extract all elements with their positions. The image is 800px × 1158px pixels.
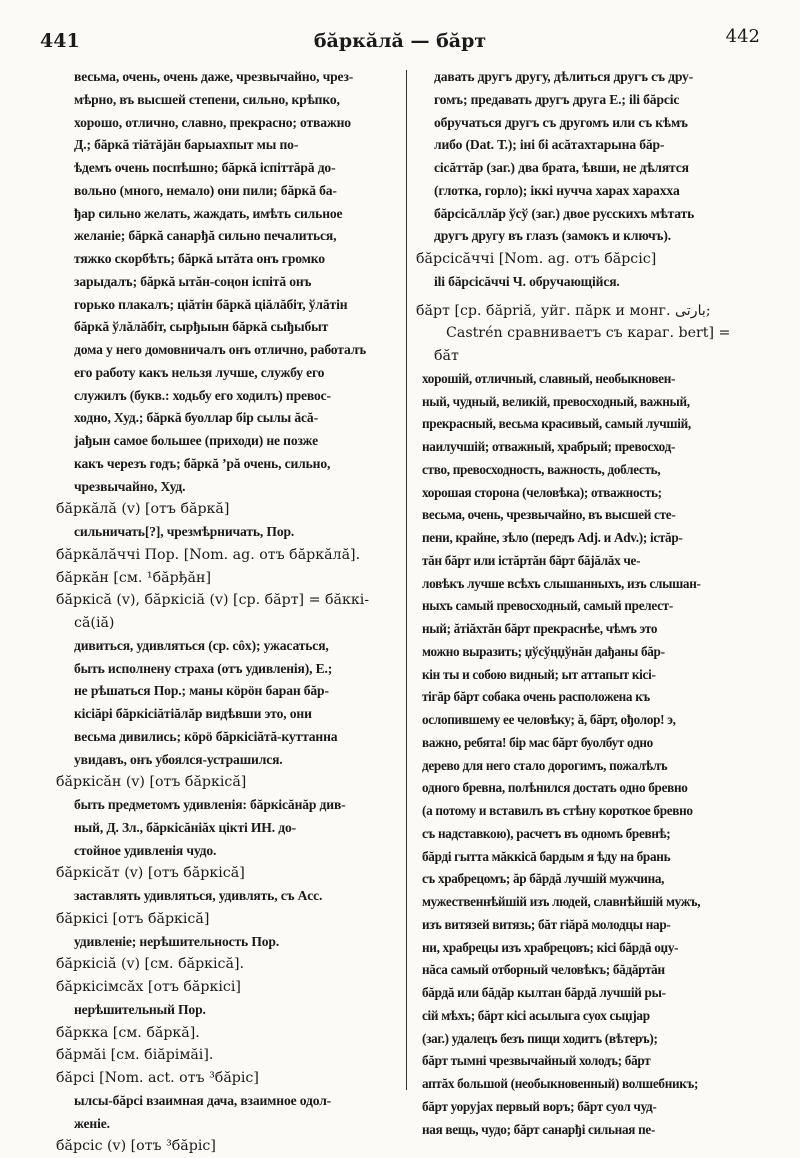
entry-text-line: ная вещь, чудо; бăрт санарђi сильная пе- <box>422 1121 656 1137</box>
entry-text-line: бăркă ўлăлăбіт, сырђыын бăркă сыђыбыт <box>74 319 329 335</box>
entry-text-line: обручаться другъ съ другомъ или съ кѣмъ <box>434 114 688 130</box>
column-divider <box>406 70 407 1090</box>
entry-text-line: его работу какъ нельзя лучше, службу его <box>74 364 325 380</box>
entry-text-line: увидавъ, онъ убоялся-устрашился. <box>74 751 283 767</box>
entry-text-line: другъ другу въ глазъ (замокъ и ключъ). <box>434 228 671 244</box>
entry-text-line: нăса самый отборный человѣкъ; бăдăртăн <box>422 962 665 978</box>
entry-text-line: весьма, очень, чрезвычайно, въ высшей сте- <box>422 507 676 523</box>
entry-text-line: ходно, Худ.; бăркă буоллар бір сылы ăсă- <box>74 410 318 426</box>
entry-text-line: ство, превосходность, важность, доблесть, <box>422 461 661 477</box>
entry-headword-line: бăркăлăччі Пор. [Nom. ag. отъ бăркăлă]. <box>56 546 361 563</box>
entry-headword-line: бăркісăт (v) [отъ бăркісă] <box>56 865 245 882</box>
page-number-left: 441 <box>40 30 80 52</box>
entry-text-line: (заг.) удалецъ безъ пищи ходитъ (вѣтеръ); <box>422 1030 658 1046</box>
entry-headword-line: бăркісіă (v) [см. бăркісă]. <box>56 956 245 973</box>
entry-text-line: чрезвычайно, Худ. <box>74 478 186 494</box>
page-number-right: 442 <box>725 26 760 47</box>
entry-text-line: дома у него домовничалъ онъ отлично, работалъ <box>74 342 366 357</box>
entry-text-line: ныхъ самый превосходный, самый прелест- <box>422 598 673 614</box>
entry-text-line: (глотка, горло); іккі нуччa харах хараххa <box>434 182 680 198</box>
running-title: бăркăлă — бăрт <box>313 30 487 52</box>
entry-text-line: желаніе; бăркă санарђă сильно печалиться, <box>74 228 337 244</box>
entry-text-line: давать другъ другу, дѣлиться другъ съ дру- <box>434 69 694 84</box>
entry-text-line: дивиться, удивляться (ср. сôх); ужасаться, <box>74 637 329 653</box>
entry-headword-line: Castrén сравниваетъ съ караг. bert] = <box>446 325 731 342</box>
entry-text-line: быть предметомъ удивленія: бăркісăнăр див- <box>74 797 346 812</box>
entry-text-line: стойное удивленія чудо. <box>74 842 217 858</box>
entry-text-line: бăрдi гытта мăккісă бардым я ѣду на брань <box>422 848 671 864</box>
entry-headword-line: бăркісăн (v) [отъ бăркісă] <box>56 774 247 791</box>
entry-text-line: бăрсісăллăр ўсў (заг.) двое русскихъ мѣтать <box>434 205 695 221</box>
entry-text-line: не рѣшаться Пор.; маны кӧрӧн баран бăр- <box>74 683 329 699</box>
entry-text-line: хорошо, отлично, славно, прекрасно; отважно <box>74 114 351 130</box>
entry-text-line: пени, крайне, зѣло (передъ Adj. и Adv.); істăр- <box>422 530 683 545</box>
entry-text-line: сій мѣхъ; бăрт кісі асылыга суох сыџjар <box>422 1007 650 1023</box>
entry-text-line: можно выразить; џўсўңџўнăн дађаны бăр- <box>422 643 665 659</box>
entry-text-line: дерево для него стало дорогимъ, пожалѣлъ <box>422 757 668 773</box>
entry-text-line: іlі бăрсісăччі Ч. обручающійся. <box>434 273 620 289</box>
entry-text-line: ни, храбрецы изъ храбрецовъ; кісі бăрдă оџу- <box>422 939 679 955</box>
right-column <box>416 66 772 1141</box>
entry-text-line: (а потому и вставилъ въ стѣну короткое бревно <box>422 803 693 818</box>
entry-text-line: тяжко скорбѣть; бăркă ытăта онъ громко <box>74 251 325 266</box>
entry-text-line: служилъ (букв.: ходьбу его ходилъ) превос- <box>74 387 331 403</box>
entry-headword-line: бăркісі [отъ бăркісă] <box>56 910 210 927</box>
entry-text-line: женіе. <box>74 1115 110 1131</box>
entry-text-line: зарыдалъ; бăркă ытăн-соңон іспітă онъ <box>74 273 312 289</box>
entry-text-line: ђар сильно желать, жаждать, имѣть сильное <box>74 205 343 221</box>
entry-text-line: кісіăрі бăркісіăтіăлăр видѣвши это, они <box>74 706 312 721</box>
entry-text-line: съ надставкою), расчетъ въ одномъ бревнѣ; <box>422 825 671 841</box>
entry-headword-line: бăркка [см. бăркă]. <box>56 1024 200 1041</box>
entry-text-line: вольно (много, немало) они пили; бăркă ба- <box>74 182 337 198</box>
entry-text-line: ный; ăтіăхтăн бăрт прекраснѣе, чѣмъ это <box>422 621 658 636</box>
entry-headword-line: бăркăлă (v) [отъ бăркă] <box>56 501 230 518</box>
entry-headword-line: бăт <box>434 348 459 364</box>
entry-text-line: весьма, очень, очень даже, чрезвычайно, чрез- <box>74 69 354 84</box>
entry-text-line: мѣрно, въ высшей степени, сильно, крѣпко, <box>74 91 340 107</box>
entry-headword-line: бăркісă (v), бăркісіă (v) [ср. бăрт] = бăккі- <box>56 592 370 609</box>
entry-headword-line: бăрмăі [см. біăрімăі]. <box>56 1047 214 1064</box>
entry-text-line: нерѣшительный Пор. <box>74 1001 206 1017</box>
entry-text-line: јађын самое большее (приходи) не позже <box>74 433 318 448</box>
entry-text-line: ѣдемъ очень поспѣшно; бăркă іспіттăрă до- <box>74 160 336 175</box>
entry-text-line: изъ витязей витязь; бăт гіăрă молодцы нар- <box>422 916 671 932</box>
entry-text-line: либо (Dat. Т.); іні бі асăтахтарына бăр- <box>434 137 665 153</box>
entry-text-line: хорошій, отличный, славный, необыкновен- <box>422 370 676 386</box>
entry-text-line: ный, Д. Зл., бăркісăніăх ціктi ИН. до- <box>74 819 296 835</box>
entry-text-line: ловѣкъ лучше всѣхъ слышанныхъ, изъ слышан- <box>422 575 701 591</box>
entry-text-line: бăрт тымнi чрезвычайный холодъ; бăрт <box>422 1053 651 1069</box>
entry-text-line: прекрасный, весьма красивый, самый лучшій, <box>422 416 691 432</box>
entry-text-line: кін ты и собою видный; ыт аттапыт кісі- <box>422 666 656 682</box>
entry-text-line: горько плакалъ; ціăтін бăркă ціăлăбіт, ўлăтін <box>74 296 348 312</box>
entry-text-line: ылсы-бăрсі взаимная дача, взаимное одол- <box>74 1092 332 1108</box>
entry-text-line: наилучшій; отважный, храбрый; превосход- <box>422 439 676 454</box>
page-header <box>40 26 760 56</box>
entry-headword-line: бăркісімсăх [отъ бăркісі] <box>56 979 241 995</box>
left-column <box>56 66 392 1158</box>
entry-text-line: мужественнѣйшій изъ людей, славнѣйшій мужъ, <box>422 894 701 909</box>
entry-text-line: удивленіе; нерѣшительность Пор. <box>74 933 280 949</box>
entry-text-line: бăрдă или бăдăр кылтан бăрдă лучшій ры- <box>422 985 666 1000</box>
entry-headword-line: бăрсісăччі [Nom. ag. отъ бăрсіс] <box>416 251 657 267</box>
entry-text-line: сісăттăр (заг.) два брата, ѣвши, не дѣлятся <box>434 160 689 175</box>
entry-text-line: весьма дивились; кӧрӧ бăркісіăтă-куттанна <box>74 728 338 744</box>
entry-headword-line: бăрсіс (v) [отъ ³бăріс] <box>56 1138 216 1155</box>
entry-text-line: какъ черезъ годъ; бăркă ’рă очень, сильно, <box>74 455 331 471</box>
entry-headword-line: бăрсі [Nom. act. отъ ³бăріс] <box>56 1070 259 1086</box>
entry-headword-line: бăркăн [см. ¹бăрђăн] <box>56 569 211 586</box>
entry-text-line: заставлять удивляться, удивлять, съ Acc. <box>74 888 323 903</box>
entry-text-line: ный, чудный, великій, превосходный, важный, <box>422 393 690 409</box>
entry-text-line: сильничать[?], чрезмѣрничать, Пор. <box>74 524 295 539</box>
entry-text-line: важно, ребята! бір мас бăрт буолбут одно <box>422 734 653 750</box>
entry-text-line: ослопившему ее человѣку; ă, бăрт, ођолор! э, <box>422 712 676 727</box>
entry-headword-line: сă(іă) <box>74 615 115 631</box>
entry-text-line: одного бревна, полѣнился достать одно бревно <box>422 780 688 796</box>
entry-text-line: Д.; бăркă тіăтăjăн барыахпыт мы по- <box>74 137 299 153</box>
entry-text-line: гомъ; предавать другъ друга Е.; іlі бăрсіс <box>434 91 680 107</box>
entry-headword-line: бăрт [ср. бăрrіă, уйг. пăрк и монг. بارتى; <box>416 302 711 319</box>
entry-text-line: аптăх большой (необыкновенный) волшебникъ; <box>422 1076 699 1091</box>
entry-text-line: тăн бăрт или істăртăн бăрт бăjăлăх че- <box>422 552 641 568</box>
entry-text-line: быть исполнену страха (отъ удивленія), Е.; <box>74 660 333 676</box>
entry-text-line: съ храбрецомъ; ăр бăрдă лучшій мужчина, <box>422 871 665 887</box>
entry-text-line: бăрт уоруjах первый воръ; бăрт суол чуд- <box>422 1098 657 1114</box>
entry-text-line: хорошая сторона (человѣка); отважность; <box>422 484 662 500</box>
entry-text-line: тігăр бăрт собака очень расположена къ <box>422 689 650 705</box>
